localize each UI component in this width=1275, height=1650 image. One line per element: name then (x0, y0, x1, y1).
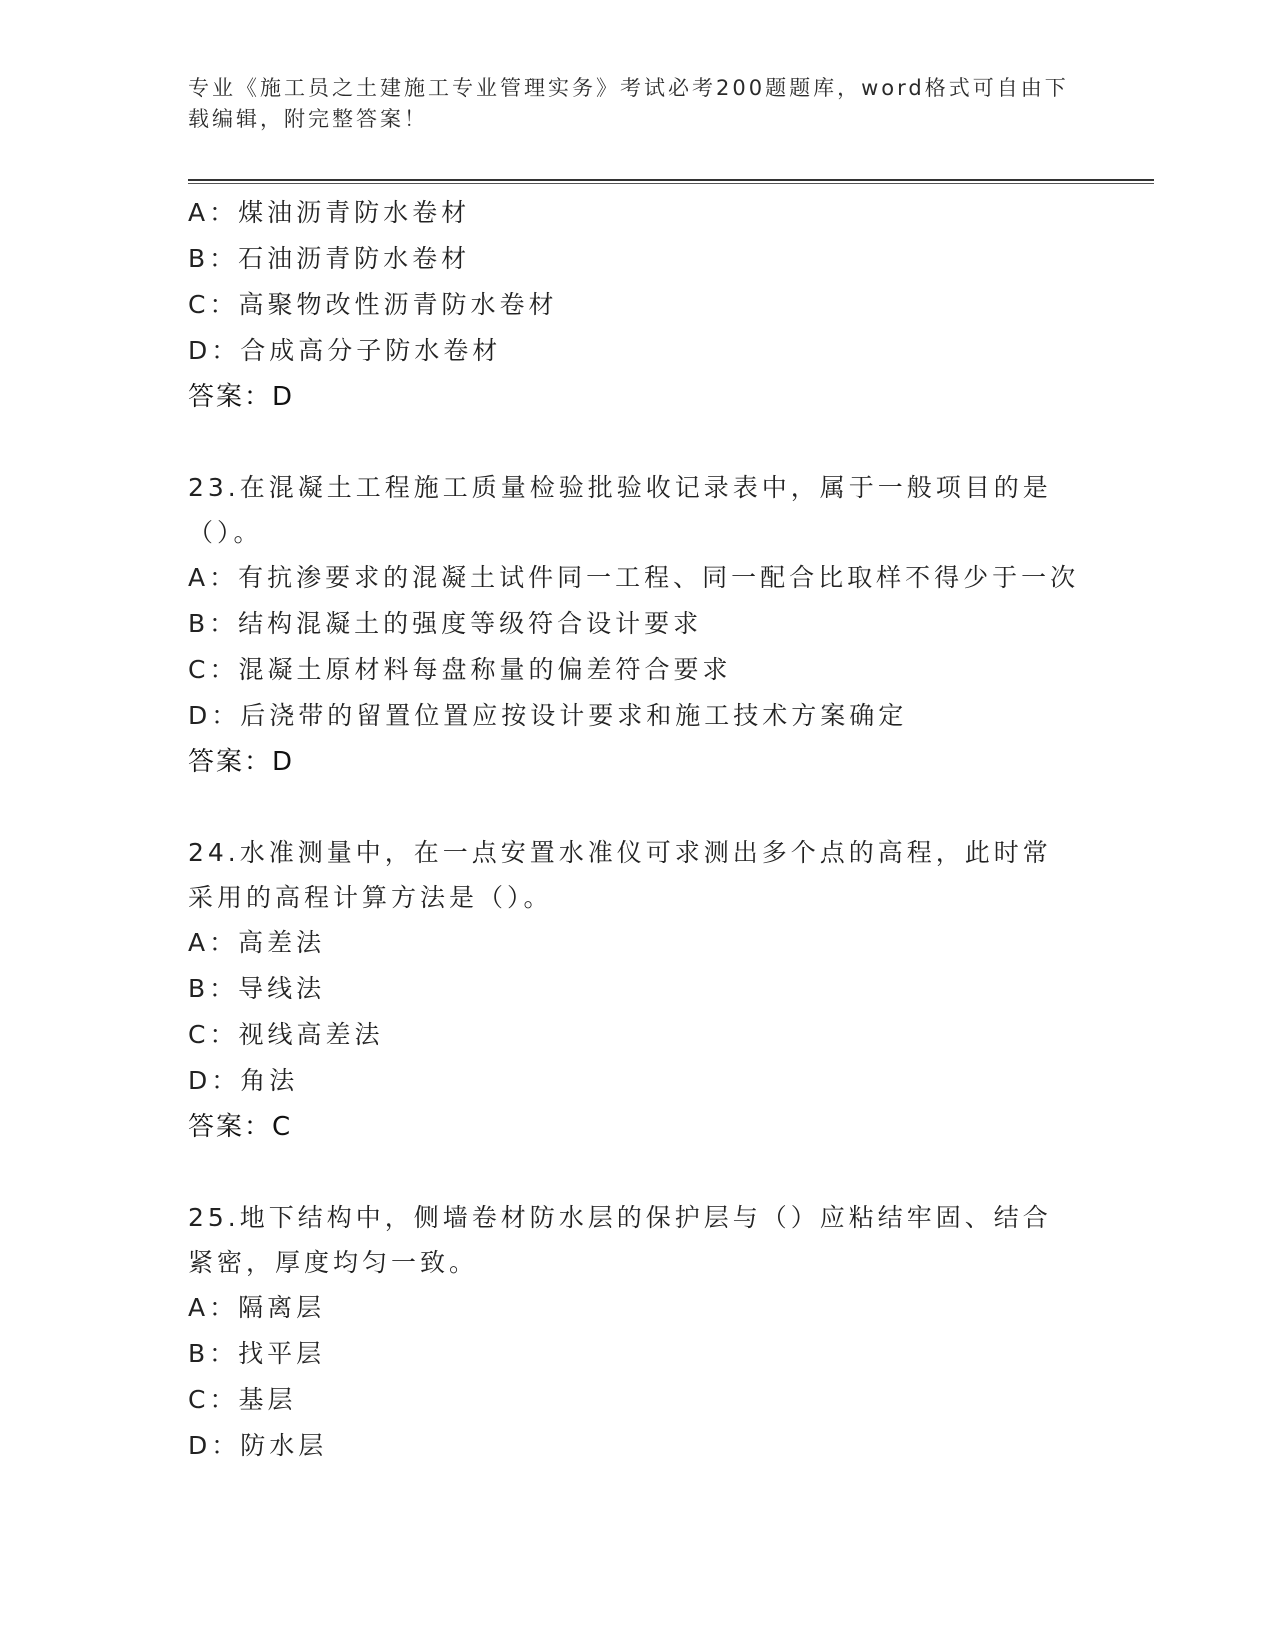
question-24 (188, 830, 1088, 1150)
question-stem: 23.在混凝土工程施工质量检验批验收记录表中，属于一般项目的是（）。 (188, 473, 1052, 547)
option-d: D：防水层 (188, 1431, 328, 1460)
option-a: A：高差法 (188, 928, 326, 957)
option-c: C：高聚物改性沥青防水卷材 (188, 290, 558, 319)
answer-line: 答案：D (188, 747, 295, 777)
option-c: C：基层 (188, 1385, 297, 1414)
question-25 (188, 1195, 1088, 1469)
header-divider-thick (188, 179, 1154, 181)
option-b: B：石油沥青防水卷材 (188, 244, 471, 273)
answer-line: 答案：C (188, 1112, 293, 1142)
option-b: B：结构混凝土的强度等级符合设计要求 (188, 609, 703, 638)
option-d: D：后浇带的留置位置应按设计要求和施工技术方案确定 (188, 701, 908, 730)
option-b: B：找平层 (188, 1339, 326, 1368)
answer-line: 答案：D (188, 382, 295, 412)
document-header: 专业《施工员之土建施工专业管理实务》考试必考200题题库，word格式可自由下载编辑，附完整答案！ (188, 76, 1069, 131)
question-23 (188, 465, 1088, 785)
header-divider-thin (188, 183, 1154, 184)
question-list (188, 190, 1088, 1469)
option-c: C：视线高差法 (188, 1020, 384, 1049)
option-a: A：有抗渗要求的混凝土试件同一工程、同一配合比取样不得少于一次 (188, 563, 1080, 592)
question-stem: 25.地下结构中，侧墙卷材防水层的保护层与（）应粘结牢固、结合紧密，厚度均匀一致。 (188, 1203, 1052, 1277)
option-a: A：隔离层 (188, 1293, 326, 1322)
option-b: B：导线法 (188, 974, 326, 1003)
question-22-continuation (188, 190, 1088, 420)
option-c: C：混凝土原材料每盘称量的偏差符合要求 (188, 655, 732, 684)
option-d: D：合成高分子防水卷材 (188, 336, 502, 365)
option-d: D：角法 (188, 1066, 299, 1095)
question-stem: 24.水准测量中，在一点安置水准仪可求测出多个点的高程，此时常采用的高程计算方法是（）。 (188, 838, 1052, 912)
option-a: A：煤油沥青防水卷材 (188, 198, 471, 227)
